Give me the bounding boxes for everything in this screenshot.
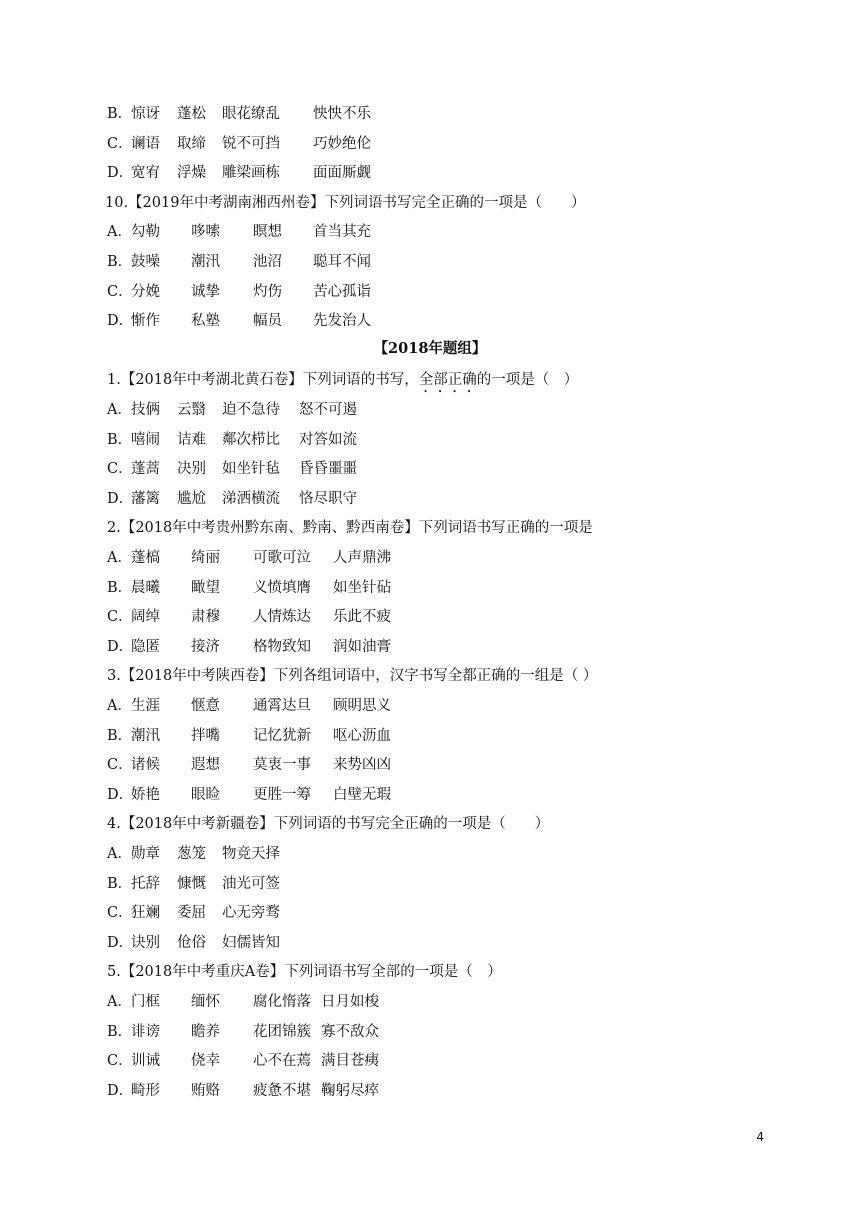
option-word: 鞠躬尽瘁 (321, 1082, 379, 1099)
option-word: 缅怀 (191, 994, 220, 1010)
option-word: 格物致知 (253, 638, 311, 655)
option-word: 聪耳不闻 (313, 254, 371, 270)
option-word: 贿赂 (191, 1082, 220, 1099)
option-word: 涕洒横流 (222, 490, 280, 507)
option-word: 油光可签 (222, 875, 280, 892)
option-word: 绮丽 (191, 550, 220, 566)
option-word: 心不在蔫 (253, 1053, 311, 1070)
option-word: 嘻闹 (131, 431, 160, 448)
option-word: 娇艳 (131, 786, 160, 803)
option-word: 如坐针毡 (222, 461, 280, 478)
option-word: 分娩 (131, 283, 160, 300)
option-word: 技俩 (131, 402, 160, 418)
option-word: 葱笼 (177, 846, 206, 862)
option-word: 灼伤 (253, 283, 282, 300)
option-letter: B． (107, 106, 133, 122)
option-letter: D． (107, 934, 134, 951)
option-word: 鄰次栉比 (222, 431, 280, 448)
option-word: 隐匿 (131, 638, 160, 655)
option-word: 对答如流 (299, 431, 357, 448)
option-word: 惭作 (131, 313, 160, 330)
option-word: 门框 (131, 994, 160, 1010)
option-word: 生涯 (131, 698, 160, 714)
option-word: 诚挚 (191, 283, 220, 300)
option-letter: D． (107, 786, 134, 803)
option-word: 疲惫不堪 (253, 1082, 311, 1099)
option-word: 怒不可遏 (299, 402, 357, 418)
option-word: 瞰望 (191, 579, 220, 596)
option-word: 顾明思义 (333, 698, 391, 714)
option-letter: C． (107, 135, 133, 152)
question-stem (107, 666, 597, 686)
option-word: 取缔 (177, 135, 206, 152)
option-letter: B． (107, 1023, 133, 1040)
option-word: 乐此不疲 (333, 609, 391, 626)
page-number: 4 (756, 1130, 764, 1144)
option-word: 莫衷一事 (253, 757, 311, 774)
section-title: 【2018年题组】 (373, 339, 487, 357)
option-word: 更胜一筹 (253, 786, 311, 803)
option-word: 昏昏噩噩 (299, 461, 357, 478)
option-letter: A． (107, 402, 132, 418)
option-letter: C． (107, 461, 133, 478)
option-word: 阔绰 (131, 609, 160, 626)
option-word: 眼睑 (191, 786, 220, 803)
option-word: 妇儒皆知 (222, 934, 280, 951)
option-word: 藩篱 (131, 490, 160, 507)
question-stem (107, 962, 502, 982)
option-word: 决别 (177, 461, 206, 478)
stem-text: 2.【2018年中考贵州黔东南、黔南、黔西南卷】下列词语书写正确的一项是 (107, 520, 593, 537)
option-word: 勋章 (131, 846, 160, 862)
option-word: 可歌可泣 (253, 550, 311, 566)
option-word: 迫不急待 (222, 402, 280, 418)
option-letter: D． (107, 165, 134, 182)
stem-text: 5.【2018年中考重庆A卷】下列词语书写全部的一项是（ ） (107, 964, 502, 981)
option-word: 呕心沥血 (333, 727, 391, 744)
option-letter: C． (107, 757, 133, 774)
option-letter: B． (107, 727, 133, 744)
option-letter: B． (107, 579, 133, 596)
option-word: 蓬槁 (131, 550, 160, 566)
option-letter: D． (107, 313, 134, 330)
option-word: 池沼 (253, 254, 282, 270)
option-word: 锐不可挡 (222, 135, 280, 152)
option-word: 诽谤 (131, 1023, 160, 1040)
option-word: 诸候 (131, 757, 160, 774)
option-word: 鼓噪 (131, 254, 160, 270)
option-letter: C． (107, 1053, 133, 1070)
option-word: 面面厮觑 (313, 165, 371, 182)
option-word: 诀别 (131, 934, 160, 951)
option-letter: D． (107, 1082, 134, 1099)
option-word: 来势凶凶 (333, 757, 391, 774)
option-letter: A． (107, 224, 132, 241)
option-word: 物竞天择 (222, 846, 280, 862)
option-word: 蓬松 (177, 106, 206, 122)
option-letter: C． (107, 905, 133, 922)
option-word: 惬意 (191, 698, 220, 714)
option-word: 幅员 (253, 313, 282, 330)
option-word: 私塾 (191, 313, 220, 330)
option-letter: B． (107, 254, 133, 270)
option-word: 苦心孤诣 (313, 283, 371, 300)
option-word: 哆嗦 (191, 224, 220, 241)
stem-emphasis: 全部正确 (418, 372, 477, 389)
option-word: 雕梁画栋 (222, 165, 280, 182)
option-word: 日月如梭 (321, 994, 379, 1010)
option-word: 首当其充 (313, 224, 371, 241)
option-word: 委屈 (177, 905, 206, 922)
option-word: 勾勒 (131, 224, 160, 241)
option-word: 心无旁骛 (222, 905, 280, 922)
stem-text: 1.【2018年中考湖北黄石卷】下列词语的书写， (107, 372, 419, 389)
option-word: 腐化惰落 (253, 994, 311, 1010)
option-word: 潮汛 (131, 727, 160, 744)
option-letter: A． (107, 550, 132, 566)
option-letter: C． (107, 283, 133, 300)
option-word: 谰语 (131, 135, 160, 152)
option-word: 记忆犹新 (253, 727, 311, 744)
option-letter: A． (107, 994, 132, 1010)
option-word: 遐想 (191, 757, 220, 774)
question-stem (107, 370, 578, 396)
question-stem: 10.【2019年中考湖南湘西州卷】下列词语书写完全正确的一项是（ ） (105, 194, 586, 211)
option-word: 畸形 (131, 1082, 160, 1099)
option-word: 瞑想 (253, 224, 282, 241)
option-word: 晨曦 (131, 579, 160, 596)
option-word: 宽宥 (131, 165, 160, 182)
option-letter: C． (107, 609, 133, 626)
option-word: 润如油膏 (333, 638, 391, 655)
stem-text: 4.【2018年中考新疆卷】下列词语的书写完全正确的一项是（ ） (107, 816, 550, 833)
option-letter: A． (107, 698, 132, 714)
option-word: 人声鼎沸 (333, 550, 391, 566)
option-word: 惊讶 (131, 106, 160, 122)
option-word: 侥幸 (191, 1053, 220, 1070)
option-letter: B． (107, 875, 133, 892)
option-word: 狂斓 (131, 905, 160, 922)
option-word: 恪尽职守 (299, 490, 357, 507)
option-word: 怏怏不乐 (313, 106, 371, 122)
stem-text: 3.【2018年中考陕西卷】下列各组词语中，汉字书写全都正确的一组是（ ） (107, 668, 598, 685)
option-word: 巧妙绝伦 (313, 135, 371, 152)
option-word: 慷慨 (177, 875, 206, 892)
option-word: 伧俗 (177, 934, 206, 951)
option-letter: D． (107, 638, 134, 655)
option-word: 潮汛 (191, 254, 220, 270)
option-word: 训诫 (131, 1053, 160, 1070)
option-letter: B． (107, 431, 133, 448)
option-word: 先发治人 (313, 313, 371, 330)
option-letter: D． (107, 490, 134, 507)
option-word: 白壁无瑕 (333, 786, 391, 803)
option-word: 浮燥 (177, 165, 206, 182)
option-word: 寡不敌众 (321, 1023, 379, 1040)
question-stem (107, 518, 593, 538)
option-word: 诘难 (177, 431, 206, 448)
option-word: 拌嘴 (191, 727, 220, 744)
option-word: 肃穆 (191, 609, 220, 626)
option-word: 如坐针砧 (333, 579, 391, 596)
option-word: 眼花缭乱 (222, 106, 280, 122)
option-letter: A． (107, 846, 132, 862)
option-word: 花团锦簇 (253, 1023, 311, 1040)
option-word: 满目苍痍 (321, 1053, 379, 1070)
option-word: 蓬蒿 (131, 461, 160, 478)
option-word: 瞻养 (191, 1023, 220, 1040)
option-word: 通霄达旦 (253, 698, 311, 714)
option-word: 托辞 (131, 875, 160, 892)
option-word: 义愤填膺 (253, 579, 311, 596)
option-word: 尴尬 (177, 490, 206, 507)
question-stem (107, 814, 549, 834)
option-word: 云翳 (177, 402, 206, 418)
stem-text: 的一项是（ ） (476, 372, 579, 389)
option-word: 人情炼达 (253, 609, 311, 626)
option-word: 接济 (191, 638, 220, 655)
